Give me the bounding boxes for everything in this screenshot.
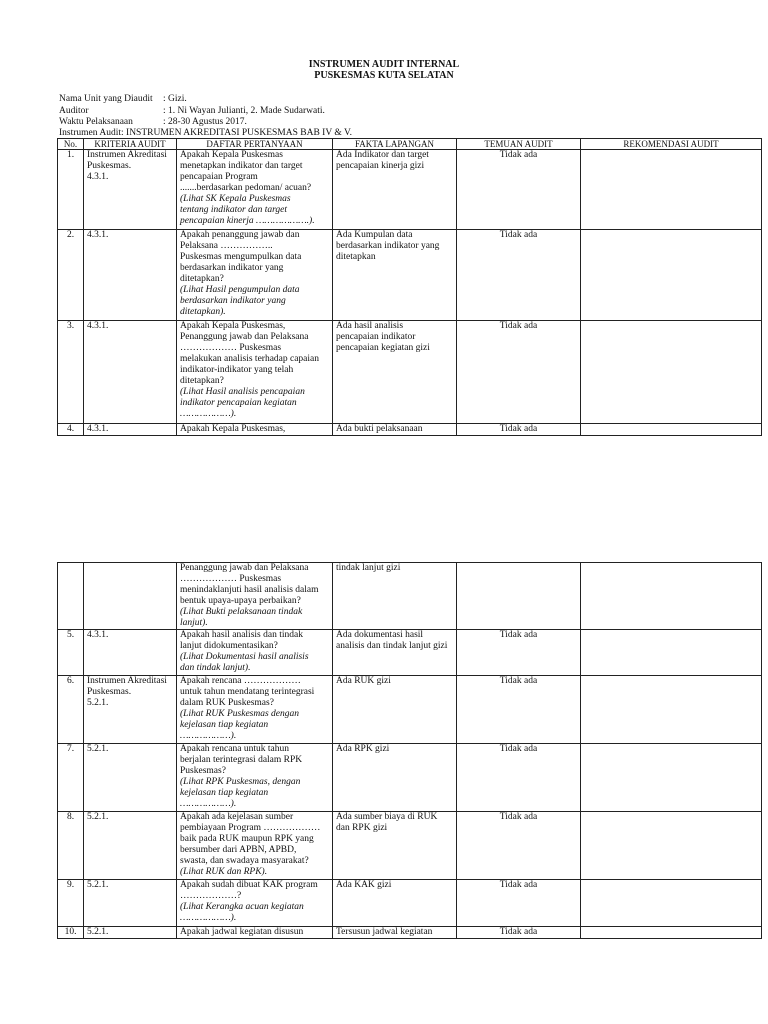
cell-no: 8. <box>58 812 84 880</box>
table-row <box>58 927 762 939</box>
text-line: Apakah Kepala Puskesmas, <box>180 424 286 434</box>
meta-value: : 1. Ni Wayan Julianti, 2. Made Sudarwati. <box>163 106 325 116</box>
text-line: Instrumen Akreditasi <box>87 676 167 686</box>
cell-pertanyaan <box>177 676 333 744</box>
header-pertanyaan: DAFTAR PERTANYAAN <box>177 139 333 150</box>
reference-note-line: lanjut). <box>180 618 208 628</box>
reference-note-line: ………………). <box>180 409 237 419</box>
text-line: Apakah hasil analisis dan tindak <box>180 630 303 640</box>
text-line: 5.2.1. <box>87 880 109 890</box>
cell-rekomendasi <box>581 150 762 230</box>
text-line: Ada RUK gizi <box>336 676 391 686</box>
header-temuan: TEMUAN AUDIT <box>457 139 581 150</box>
text-line: Penanggung jawab dan Pelaksana <box>180 563 309 573</box>
cell-temuan: Tidak ada <box>457 150 581 230</box>
text-line: 4.3.1. <box>87 424 109 434</box>
text-line: Apakah Kepala Puskesmas, <box>180 321 286 331</box>
cell-no: 4. <box>58 424 84 436</box>
text-line: berjalan terintegrasi dalam RPK <box>180 755 303 765</box>
cell-temuan: Tidak ada <box>457 927 581 939</box>
reference-note-line: ………………). <box>180 799 237 809</box>
cell-kriteria <box>84 321 177 424</box>
cell-temuan: Tidak ada <box>457 744 581 812</box>
reference-note-line: pencapaian kinerja ……………….). <box>180 216 315 226</box>
text-line: lanjut didokumentasikan? <box>180 641 278 651</box>
cell-kriteria <box>84 812 177 880</box>
text-line: 4.3.1. <box>87 230 109 240</box>
text-line: Puskesmas. <box>87 161 132 171</box>
text-line: pencapaian Program <box>180 172 258 182</box>
cell-kriteria <box>84 424 177 436</box>
reference-note-line: (Lihat RUK dan RPK). <box>180 867 268 877</box>
cell-fakta <box>333 927 457 939</box>
cell-kriteria <box>84 744 177 812</box>
text-line: Ada dokumentasi hasil <box>336 630 424 640</box>
header-kriteria: KRITERIA AUDIT <box>84 139 177 150</box>
text-line: 4.3.1. <box>87 630 109 640</box>
text-line: Pelaksana …………….. <box>180 241 273 251</box>
text-line: ditetapkan <box>336 252 376 262</box>
cell-rekomendasi <box>581 676 762 744</box>
cell-pertanyaan <box>177 880 333 927</box>
reference-note-line: (Lihat Bukti pelaksanaan tindak <box>180 607 303 617</box>
cell-temuan: Tidak ada <box>457 880 581 927</box>
audit-table-part-1 <box>57 138 762 436</box>
cell-kriteria <box>84 230 177 321</box>
cell-fakta <box>333 321 457 424</box>
cell-rekomendasi <box>581 424 762 436</box>
text-line: ……………… Puskesmas <box>180 574 282 584</box>
cell-rekomendasi <box>581 927 762 939</box>
text-line: baik pada RUK maupun RPK yang <box>180 834 314 844</box>
reference-note-line: ditetapkan). <box>180 307 226 317</box>
cell-rekomendasi <box>581 563 762 630</box>
reference-note-line: (Lihat Dokumentasi hasil analisis <box>180 652 309 662</box>
table-row <box>58 321 762 424</box>
text-line: Ada bukti pelaksanaan <box>336 424 423 434</box>
cell-no: 2. <box>58 230 84 321</box>
cell-no: 5. <box>58 630 84 676</box>
table-row <box>58 424 762 436</box>
text-line: 4.3.1. <box>87 172 109 182</box>
audit-table-part-2 <box>57 562 762 939</box>
reference-note-line: kejelasan tiap kegiatan <box>180 788 269 798</box>
text-line: bentuk upaya-upaya perbaikan? <box>180 596 301 606</box>
document-subtitle: PUSKESMAS KUTA SELATAN <box>314 70 454 81</box>
document-title: INSTRUMEN AUDIT INTERNAL <box>308 59 460 70</box>
cell-no: 7. <box>58 744 84 812</box>
meta-unit <box>59 94 187 105</box>
cell-fakta <box>333 812 457 880</box>
cell-pertanyaan <box>177 744 333 812</box>
reference-note-line: (Lihat Hasil pengumpulan data <box>180 285 300 295</box>
cell-pertanyaan <box>177 927 333 939</box>
text-line: Ada Kumpulan data <box>336 230 413 240</box>
table-row <box>58 150 762 230</box>
cell-pertanyaan <box>177 424 333 436</box>
text-line: pencapaian kinerja gizi <box>336 161 425 171</box>
text-line: untuk tahun mendatang terintegrasi <box>180 687 315 697</box>
meta-key: Auditor <box>59 106 89 116</box>
text-line: Puskesmas? <box>180 766 226 776</box>
cell-no <box>58 563 84 630</box>
reference-note-line: ………………). <box>180 913 237 923</box>
cell-temuan <box>457 563 581 630</box>
cell-fakta <box>333 676 457 744</box>
text-line: .......berdasarkan pedoman/ acuan? <box>180 183 312 193</box>
text-line: Puskesmas. <box>87 687 132 697</box>
cell-rekomendasi <box>581 630 762 676</box>
meta-key: Nama Unit yang Diaudit <box>59 94 153 104</box>
reference-note-line: (Lihat Kerangka acuan kegiatan <box>180 902 304 912</box>
cell-no: 1. <box>58 150 84 230</box>
text-line: Instrumen Akreditasi <box>87 150 167 160</box>
cell-temuan: Tidak ada <box>457 630 581 676</box>
table-row <box>58 880 762 927</box>
cell-rekomendasi <box>581 230 762 321</box>
table-row <box>58 812 762 880</box>
table-row <box>58 563 762 630</box>
table-row <box>58 676 762 744</box>
header-fakta: FAKTA LAPANGAN <box>333 139 457 150</box>
cell-rekomendasi <box>581 744 762 812</box>
cell-fakta <box>333 880 457 927</box>
cell-kriteria <box>84 563 177 630</box>
reference-note-line: tentang indikator dan target <box>180 205 288 215</box>
cell-pertanyaan <box>177 230 333 321</box>
cell-fakta <box>333 630 457 676</box>
cell-pertanyaan <box>177 630 333 676</box>
table-row <box>58 744 762 812</box>
text-line: swasta, dan swadaya masyarakat? <box>180 856 309 866</box>
meta-value: : 28-30 Agustus 2017. <box>163 117 247 127</box>
cell-pertanyaan <box>177 563 333 630</box>
cell-rekomendasi <box>581 812 762 880</box>
text-line: Apakah rencana ……………… <box>180 676 301 686</box>
cell-temuan: Tidak ada <box>457 676 581 744</box>
text-line: 5.2.1. <box>87 698 109 708</box>
cell-kriteria <box>84 880 177 927</box>
cell-no: 10. <box>58 927 84 939</box>
text-line: dalam RUK Puskesmas? <box>180 698 274 708</box>
cell-pertanyaan <box>177 321 333 424</box>
cell-kriteria <box>84 676 177 744</box>
text-line: ditetapkan? <box>180 376 224 386</box>
text-line: menindaklanjuti hasil analisis dalam <box>180 585 319 595</box>
text-line: Ada RPK gizi <box>336 744 390 754</box>
text-line: Ada Indikator dan target <box>336 150 429 160</box>
cell-temuan: Tidak ada <box>457 812 581 880</box>
cell-kriteria <box>84 927 177 939</box>
cell-no: 3. <box>58 321 84 424</box>
cell-kriteria <box>84 150 177 230</box>
meta-key: Waktu Pelaksanaan <box>59 117 133 127</box>
cell-fakta <box>333 150 457 230</box>
text-line: Apakah sudah dibuat KAK program <box>180 880 318 890</box>
cell-no: 6. <box>58 676 84 744</box>
header-rekomendasi: REKOMENDASI AUDIT <box>581 139 762 150</box>
text-line: 5.2.1. <box>87 744 109 754</box>
text-line: Ada sumber biaya di RUK <box>336 812 438 822</box>
reference-note-line: (Lihat RUK Puskesmas dengan <box>180 709 300 719</box>
cell-temuan: Tidak ada <box>457 321 581 424</box>
cell-rekomendasi <box>581 880 762 927</box>
text-line: Apakah jadwal kegiatan disusun <box>180 927 304 937</box>
text-line: 4.3.1. <box>87 321 109 331</box>
cell-temuan: Tidak ada <box>457 424 581 436</box>
text-line: analisis dan tindak lanjut gizi <box>336 641 448 651</box>
cell-fakta <box>333 230 457 321</box>
text-line: Puskesmas mengumpulkan data <box>180 252 302 262</box>
table-row <box>58 630 762 676</box>
text-line: melakukan analisis terhadap capaian <box>180 354 320 364</box>
cell-no: 9. <box>58 880 84 927</box>
cell-fakta <box>333 424 457 436</box>
text-line: bersumber dari APBN, APBD, <box>180 845 297 855</box>
text-line: ……………… Puskesmas <box>180 343 282 353</box>
text-line: Tersusun jadwal kegiatan <box>336 927 433 937</box>
reference-note-line: ………………). <box>180 731 237 741</box>
instrumen-line: Instrumen Audit: INSTRUMEN AKREDITASI PUSKESMAS BAB IV & V. <box>59 128 352 138</box>
text-line: Penanggung jawab dan Pelaksana <box>180 332 309 342</box>
text-line: Apakah penanggung jawab dan <box>180 230 300 240</box>
table-header-row <box>58 139 762 150</box>
reference-note-line: (Lihat RPK Puskesmas, dengan <box>180 777 301 787</box>
text-line: 5.2.1. <box>87 812 109 822</box>
reference-note-line: (Lihat Hasil analisis pencapaian <box>180 387 305 397</box>
header-no: No. <box>58 139 84 150</box>
cell-pertanyaan <box>177 150 333 230</box>
table-row <box>58 230 762 321</box>
text-line: menetapkan indikator dan target <box>180 161 303 171</box>
text-line: Ada hasil analisis <box>336 321 404 331</box>
text-line: dan RPK gizi <box>336 823 388 833</box>
reference-note-line: indikator pencapaian kegiatan <box>180 398 297 408</box>
cell-temuan: Tidak ada <box>457 230 581 321</box>
text-line: pencapaian kegiatan gizi <box>336 343 430 353</box>
reference-note-line: berdasarkan indikator yang <box>180 296 286 306</box>
cell-fakta <box>333 744 457 812</box>
text-line: pembiayaan Program ……………… <box>180 823 321 833</box>
text-line: Ada KAK gizi <box>336 880 392 890</box>
text-line: berdasarkan indikator yang <box>180 263 284 273</box>
cell-rekomendasi <box>581 321 762 424</box>
meta-waktu <box>59 117 247 128</box>
cell-fakta <box>333 563 457 630</box>
reference-note-line: (Lihat SK Kepala Puskesmas <box>180 194 291 204</box>
text-line: berdasarkan indikator yang <box>336 241 440 251</box>
text-line: pencapaian indikator <box>336 332 416 342</box>
cell-pertanyaan <box>177 812 333 880</box>
cell-kriteria <box>84 630 177 676</box>
text-line: tindak lanjut gizi <box>336 563 401 573</box>
meta-auditor <box>59 106 325 117</box>
reference-note-line: kejelasan tiap kegiatan <box>180 720 269 730</box>
text-line: Apakah rencana untuk tahun <box>180 744 289 754</box>
text-line: ditetapkan? <box>180 274 224 284</box>
text-line: Apakah Kepala Puskesmas <box>180 150 283 160</box>
text-line: Apakah ada kejelasan sumber <box>180 812 294 822</box>
reference-note-line: dan tindak lanjut). <box>180 663 251 673</box>
meta-value: : Gizi. <box>163 94 187 104</box>
text-line: 5.2.1. <box>87 927 109 937</box>
text-line: indikator-indikator yang telah <box>180 365 294 375</box>
text-line: ………………? <box>180 891 242 901</box>
